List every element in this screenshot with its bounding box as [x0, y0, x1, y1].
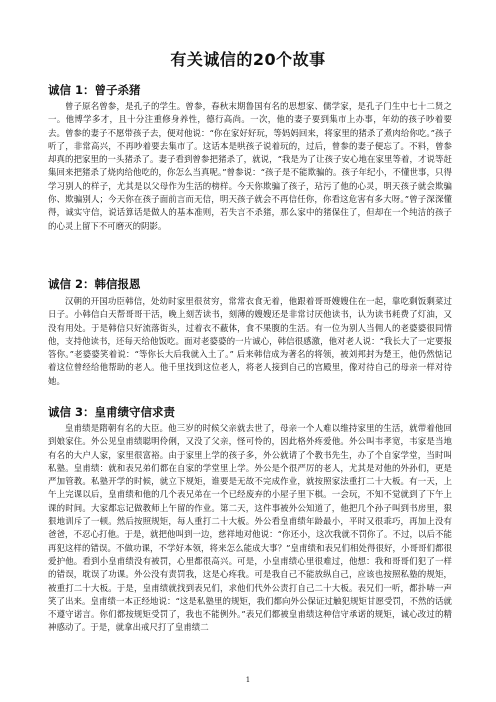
section-heading-2: 诚信 2：韩信报恩: [48, 277, 141, 291]
section-body-1: 曾子原名曾参，是孔子的学生。曾参，春秋末期鲁国有名的思想家、儒学家，是孔子门生中七十二贤之一。他博学多才，且十分注重修身养性，德行高尚。一次，他的妻子要到集市上办事，年幼的孩子吵着要去。曾参的妻子不愿带孩子去，便对他说：“你在家好好玩，等妈妈回来，将家里的猪杀了煮肉给你吃。”孩子听了，非常高兴，不再吵着要去集市了。这话本是哄孩子说着玩的，过后，曾参的妻子便忘了。不料，曾参却真的把家里的一头猪杀了。妻子看到曾参把猪杀了，就说，“我是为了让孩子安心地在家里等着，才说等赶集回来把猪杀了烧肉给他吃的，你怎么当真呢。”曾参说：“孩子是不能欺骗的。孩子年纪小，不懂世事，只得学习别人的样子，尤其是以父母作为生活的榜样。今天你欺骗了孩子，玷污了他的心灵，明天孩子就会欺骗你、欺骗别人；今天你在孩子面前言而无信，明天孩子就会不再信任你，你看这危害有多大呀。”曾子深深懂得，诚实守信，说话算话是做人的基本准则，若失言不杀猪，那么家中的猪保住了，但却在一个纯洁的孩子的心灵上留下不可磨灭的阴影。: [48, 101, 452, 231]
section-body-3: 皇甫绩是隋朝有名的大臣。他三岁的时候父亲就去世了，母亲一个人难以维持家里的生活，就带着他回到娘家住。外公见皇甫绩聪明伶俐，又没了父亲，怪可怜的，因此格外疼爱他。外公叫韦孝宽，韦家是当地有名的大户人家，家里很富裕。由于家里上学的孩子多，外公就请了个教书先生，办了个自家学堂，当时叫私塾。皇甫绩：就和表兄弟们都在自家的学堂里上学。外公是个很严厉的老人，尤其是对他的外孙们，更是严加管教。私塾开学的时候，就立下规矩，谁要是无故不完成作业，就按照家法重打二十大板。有一天，上午上完课以后，皇甫绩和他的几个表兄弟在一个已经废弃的小屋子里下棋。一会玩，不知不觉就到了下午上课的时间。大家都忘记做教师上午留的作业。第二天，这件事被外公知道了，他把几个孙子叫到书房里，狠狠地训斥了一顿。然后按照规矩，每人重打二十大板。外公看皇甫绩年龄最小，平时又很乖巧，再加上没有爸爸，不忍心打他。于是，就把他叫到一边，慈祥地对他说：“你还小，这次我就不罚你了。不过，以后不能再犯这样的错误。不做功课，不学好本领，将来怎么能成大事？”皇甫绩和表兄们相处得很好，小哥哥们都很爱护他。看到小皇甫绩没有被罚，心里都很高兴。可是，小皇甫绩心里很难过，他想：我和哥哥们犯了一样的错误，耽误了功课。外公没有责罚我，这是心疼我。可是我自己不能放纵自己，应该也按照私塾的规矩，被重打二十大板。于是，皇甫绩就找到表兄们，求他们代外公责打自己二十大板。表兄们一听，都扑哧一声笑了出来。皇甫绩一本正经地说：“这是私塾里的规矩，我们都向外公保证过触犯规矩甘愿受罚，不然的话就不遵守诺言。你们都按规矩受罚了，我也不能例外。”表兄们都被皇甫绩这种信守承诺的规矩，诚心改过的精神感动了。于是，就拿出戒尺打了皇甫绩二: [48, 423, 452, 633]
document-title: 有关诚信的20个故事: [170, 50, 326, 69]
page-number: 1: [245, 676, 251, 684]
section-heading-1: 诚信 1：曾子杀猪: [48, 83, 141, 97]
section-heading-3: 诚信 3：皇甫绩守信求责: [48, 405, 176, 419]
section-body-2: 汉朝的开国功臣韩信，处幼时家里很贫穷，常常衣食无着，他跟着哥哥嫂嫂住在一起，靠吃剩饭剩菜过日子。小韩信白天帮哥哥干活，晚上刻苦读书，刻薄的嫂嫂还是非常讨厌他读书，认为读书耗费了灯油，又没有用处。于是韩信只好流落街头，过着衣不蔽体，食不果腹的生活。有一位为别人当佣人的老婆婆很同情他，支持他读书，还每天给他饭吃。面对老婆婆的一片诚心，韩信很感激，他对老人说：“我长大了一定要报答你。”老婆婆笑着说：“等你长大后我就入土了。” 后来韩信成为著名的将领，被刘邦封为楚王，他仍然惦记着这位曾经给他帮助的老人。他千里找到这位老人，将老人接到自己的宫殿里，像对待自己的母亲一样对待她。: [48, 296, 452, 386]
